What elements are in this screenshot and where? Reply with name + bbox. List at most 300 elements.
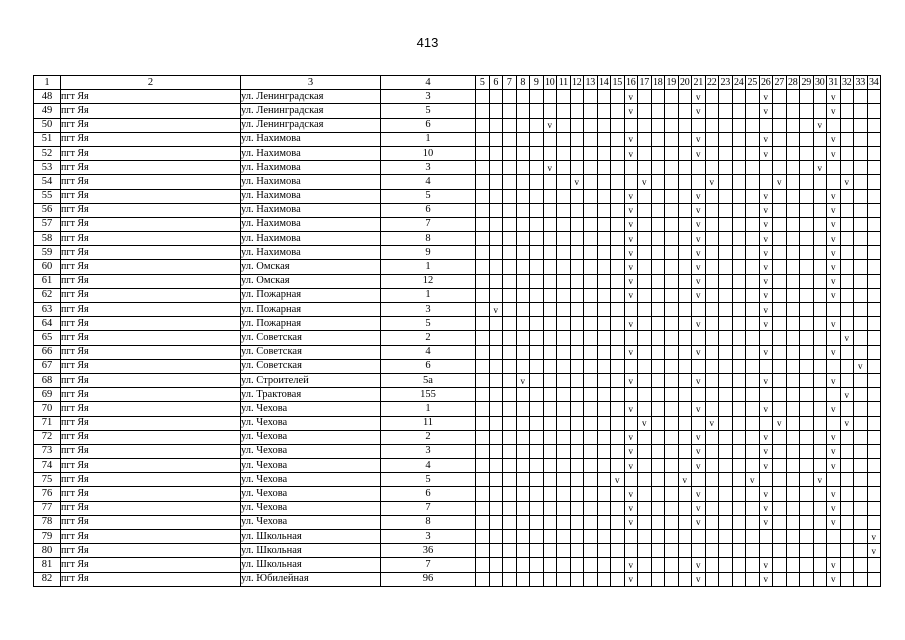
empty-cell [597, 373, 611, 387]
empty-cell [651, 459, 665, 473]
empty-cell [692, 359, 706, 373]
empty-cell [476, 288, 490, 302]
check-mark: v [692, 501, 706, 515]
empty-cell [597, 558, 611, 572]
empty-cell [476, 530, 490, 544]
empty-cell [732, 274, 746, 288]
table-row [34, 515, 881, 529]
settlement-cell: пгт Яя [61, 146, 241, 160]
empty-cell [543, 260, 557, 274]
empty-cell [597, 288, 611, 302]
empty-cell [773, 402, 787, 416]
empty-cell [570, 345, 584, 359]
empty-cell [597, 90, 611, 104]
empty-cell [813, 232, 827, 246]
empty-cell [584, 90, 598, 104]
check-mark: v [827, 444, 841, 458]
empty-cell [543, 501, 557, 515]
empty-cell [854, 104, 868, 118]
empty-cell [732, 373, 746, 387]
empty-cell [867, 161, 881, 175]
empty-cell [719, 104, 733, 118]
empty-cell [854, 544, 868, 558]
empty-cell [732, 217, 746, 231]
check-mark: v [759, 444, 773, 458]
column-header: 2 [61, 76, 241, 90]
empty-cell [773, 203, 787, 217]
empty-cell [732, 288, 746, 302]
empty-cell [746, 444, 760, 458]
empty-cell [665, 345, 679, 359]
empty-cell [597, 430, 611, 444]
empty-cell [570, 388, 584, 402]
empty-cell [503, 175, 517, 189]
empty-cell [759, 175, 773, 189]
empty-cell [732, 203, 746, 217]
empty-cell [476, 217, 490, 231]
column-header: 16 [624, 76, 638, 90]
empty-cell [665, 161, 679, 175]
settlement-cell: пгт Яя [61, 132, 241, 146]
empty-cell [800, 217, 814, 231]
empty-cell [813, 90, 827, 104]
empty-cell [827, 530, 841, 544]
empty-cell [557, 473, 571, 487]
empty-cell [503, 544, 517, 558]
check-mark: v [759, 260, 773, 274]
empty-cell [638, 90, 652, 104]
empty-cell [611, 501, 625, 515]
empty-cell [651, 487, 665, 501]
street-cell: ул. Строителей [241, 373, 381, 387]
empty-cell [732, 260, 746, 274]
empty-cell [719, 459, 733, 473]
empty-cell [746, 388, 760, 402]
empty-cell [503, 274, 517, 288]
empty-cell [854, 373, 868, 387]
street-cell: ул. Нахимова [241, 189, 381, 203]
empty-cell [584, 217, 598, 231]
empty-cell [800, 161, 814, 175]
empty-cell [651, 217, 665, 231]
empty-cell [476, 501, 490, 515]
empty-cell [503, 515, 517, 529]
column-header: 5 [476, 76, 490, 90]
check-mark: v [678, 473, 692, 487]
empty-cell [543, 572, 557, 586]
empty-cell [692, 416, 706, 430]
settlement-cell: пгт Яя [61, 118, 241, 132]
empty-cell [827, 331, 841, 345]
empty-cell [611, 402, 625, 416]
empty-cell [530, 544, 544, 558]
table-row [34, 473, 881, 487]
empty-cell [476, 544, 490, 558]
empty-cell [665, 118, 679, 132]
empty-cell [651, 232, 665, 246]
empty-cell [840, 90, 854, 104]
empty-cell [503, 487, 517, 501]
empty-cell [557, 487, 571, 501]
empty-cell [719, 203, 733, 217]
empty-cell [638, 572, 652, 586]
house-number-cell: 96 [381, 572, 476, 586]
empty-cell [746, 501, 760, 515]
empty-cell [624, 416, 638, 430]
empty-cell [489, 331, 503, 345]
check-mark: v [692, 515, 706, 529]
empty-cell [489, 515, 503, 529]
empty-cell [773, 359, 787, 373]
empty-cell [854, 501, 868, 515]
empty-cell [489, 388, 503, 402]
empty-cell [719, 303, 733, 317]
column-header: 15 [611, 76, 625, 90]
empty-cell [476, 416, 490, 430]
empty-cell [611, 203, 625, 217]
empty-cell [489, 373, 503, 387]
settlement-cell: пгт Яя [61, 416, 241, 430]
column-header: 25 [746, 76, 760, 90]
column-header: 23 [719, 76, 733, 90]
house-number-cell: 7 [381, 217, 476, 231]
check-mark: v [692, 260, 706, 274]
empty-cell [732, 331, 746, 345]
empty-cell [597, 388, 611, 402]
empty-cell [597, 132, 611, 146]
empty-cell [678, 189, 692, 203]
check-mark: v [692, 345, 706, 359]
empty-cell [759, 416, 773, 430]
empty-cell [611, 303, 625, 317]
check-mark: v [827, 132, 841, 146]
empty-cell [489, 203, 503, 217]
table-row [34, 303, 881, 317]
empty-cell [773, 501, 787, 515]
column-header: 10 [543, 76, 557, 90]
check-mark: v [624, 317, 638, 331]
empty-cell [611, 90, 625, 104]
house-number-cell: 155 [381, 388, 476, 402]
empty-cell [773, 118, 787, 132]
street-cell: ул. Пожарная [241, 288, 381, 302]
settlement-cell: пгт Яя [61, 459, 241, 473]
header-row [34, 76, 881, 90]
check-mark: v [624, 515, 638, 529]
empty-cell [503, 288, 517, 302]
empty-cell [489, 90, 503, 104]
empty-cell [624, 175, 638, 189]
empty-cell [597, 317, 611, 331]
empty-cell [854, 416, 868, 430]
empty-cell [800, 402, 814, 416]
empty-cell [624, 118, 638, 132]
empty-cell [530, 260, 544, 274]
empty-cell [570, 459, 584, 473]
empty-cell [665, 274, 679, 288]
empty-cell [732, 146, 746, 160]
empty-cell [705, 444, 719, 458]
empty-cell [570, 118, 584, 132]
empty-cell [786, 217, 800, 231]
empty-cell [530, 515, 544, 529]
empty-cell [543, 558, 557, 572]
empty-cell [705, 303, 719, 317]
empty-cell [800, 303, 814, 317]
row-number: 57 [34, 217, 61, 231]
row-number: 53 [34, 161, 61, 175]
empty-cell [597, 515, 611, 529]
row-number: 69 [34, 388, 61, 402]
house-number-cell: 3 [381, 303, 476, 317]
settlement-cell: пгт Яя [61, 303, 241, 317]
empty-cell [624, 473, 638, 487]
empty-cell [678, 572, 692, 586]
empty-cell [584, 175, 598, 189]
check-mark: v [759, 217, 773, 231]
empty-cell [530, 217, 544, 231]
empty-cell [705, 161, 719, 175]
empty-cell [476, 345, 490, 359]
empty-cell [638, 303, 652, 317]
settlement-cell: пгт Яя [61, 373, 241, 387]
empty-cell [476, 90, 490, 104]
row-number: 50 [34, 118, 61, 132]
house-number-cell: 1 [381, 260, 476, 274]
settlement-cell: пгт Яя [61, 331, 241, 345]
empty-cell [557, 161, 571, 175]
empty-cell [530, 317, 544, 331]
empty-cell [732, 572, 746, 586]
empty-cell [773, 473, 787, 487]
empty-cell [705, 530, 719, 544]
column-header: 8 [516, 76, 530, 90]
empty-cell [759, 161, 773, 175]
empty-cell [584, 161, 598, 175]
empty-cell [800, 90, 814, 104]
table-row [34, 501, 881, 515]
empty-cell [638, 530, 652, 544]
empty-cell [611, 430, 625, 444]
empty-cell [719, 90, 733, 104]
street-cell: ул. Нахимова [241, 132, 381, 146]
street-cell: ул. Школьная [241, 530, 381, 544]
empty-cell [732, 359, 746, 373]
empty-cell [705, 515, 719, 529]
empty-cell [854, 118, 868, 132]
empty-cell [705, 104, 719, 118]
empty-cell [624, 388, 638, 402]
check-mark: v [611, 473, 625, 487]
empty-cell [516, 132, 530, 146]
table-row [34, 402, 881, 416]
empty-cell [516, 430, 530, 444]
empty-cell [665, 473, 679, 487]
empty-cell [854, 444, 868, 458]
empty-cell [543, 487, 557, 501]
check-mark: v [570, 175, 584, 189]
empty-cell [557, 388, 571, 402]
empty-cell [705, 203, 719, 217]
empty-cell [570, 161, 584, 175]
street-cell: ул. Нахимова [241, 246, 381, 260]
row-number: 72 [34, 430, 61, 444]
empty-cell [516, 175, 530, 189]
empty-cell [584, 558, 598, 572]
empty-cell [651, 359, 665, 373]
check-mark: v [867, 530, 881, 544]
empty-cell [611, 331, 625, 345]
empty-cell [651, 558, 665, 572]
column-header: 13 [584, 76, 598, 90]
empty-cell [638, 558, 652, 572]
settlement-cell: пгт Яя [61, 515, 241, 529]
check-mark: v [759, 402, 773, 416]
empty-cell [678, 331, 692, 345]
empty-cell [665, 132, 679, 146]
house-number-cell: 4 [381, 175, 476, 189]
empty-cell [746, 118, 760, 132]
empty-cell [732, 515, 746, 529]
table-row [34, 572, 881, 586]
empty-cell [489, 459, 503, 473]
empty-cell [651, 416, 665, 430]
empty-cell [813, 274, 827, 288]
empty-cell [665, 459, 679, 473]
empty-cell [786, 146, 800, 160]
empty-cell [557, 572, 571, 586]
check-mark: v [759, 501, 773, 515]
empty-cell [516, 260, 530, 274]
empty-cell [678, 175, 692, 189]
row-number: 80 [34, 544, 61, 558]
column-header: 17 [638, 76, 652, 90]
empty-cell [503, 260, 517, 274]
empty-cell [786, 572, 800, 586]
empty-cell [597, 345, 611, 359]
empty-cell [800, 146, 814, 160]
street-cell: ул. Нахимова [241, 175, 381, 189]
empty-cell [678, 402, 692, 416]
empty-cell [719, 217, 733, 231]
empty-cell [678, 416, 692, 430]
empty-cell [665, 232, 679, 246]
column-header: 14 [597, 76, 611, 90]
empty-cell [732, 118, 746, 132]
column-header: 9 [530, 76, 544, 90]
empty-cell [800, 175, 814, 189]
empty-cell [503, 459, 517, 473]
check-mark: v [624, 246, 638, 260]
empty-cell [624, 161, 638, 175]
empty-cell [611, 444, 625, 458]
empty-cell [489, 416, 503, 430]
check-mark: v [624, 444, 638, 458]
empty-cell [597, 416, 611, 430]
empty-cell [597, 444, 611, 458]
house-number-cell: 9 [381, 246, 476, 260]
empty-cell [786, 501, 800, 515]
empty-cell [557, 288, 571, 302]
settlement-cell: пгт Яя [61, 444, 241, 458]
empty-cell [867, 331, 881, 345]
empty-cell [813, 132, 827, 146]
check-mark: v [759, 572, 773, 586]
empty-cell [746, 487, 760, 501]
empty-cell [651, 473, 665, 487]
empty-cell [597, 303, 611, 317]
empty-cell [476, 189, 490, 203]
empty-cell [840, 544, 854, 558]
empty-cell [611, 260, 625, 274]
empty-cell [732, 388, 746, 402]
empty-cell [678, 260, 692, 274]
empty-cell [611, 373, 625, 387]
empty-cell [516, 104, 530, 118]
empty-cell [570, 572, 584, 586]
empty-cell [597, 161, 611, 175]
empty-cell [489, 530, 503, 544]
empty-cell [489, 146, 503, 160]
empty-cell [678, 104, 692, 118]
empty-cell [557, 189, 571, 203]
empty-cell [840, 203, 854, 217]
settlement-cell: пгт Яя [61, 388, 241, 402]
empty-cell [597, 402, 611, 416]
empty-cell [543, 189, 557, 203]
house-number-cell: 7 [381, 501, 476, 515]
empty-cell [773, 217, 787, 231]
check-mark: v [759, 146, 773, 160]
empty-cell [773, 90, 787, 104]
empty-cell [570, 331, 584, 345]
empty-cell [503, 146, 517, 160]
empty-cell [867, 473, 881, 487]
empty-cell [786, 104, 800, 118]
empty-cell [516, 572, 530, 586]
check-mark: v [759, 232, 773, 246]
empty-cell [584, 530, 598, 544]
street-cell: ул. Нахимова [241, 232, 381, 246]
empty-cell [611, 189, 625, 203]
empty-cell [516, 331, 530, 345]
table-row [34, 530, 881, 544]
empty-cell [813, 515, 827, 529]
check-mark: v [624, 459, 638, 473]
empty-cell [557, 558, 571, 572]
empty-cell [557, 104, 571, 118]
row-number: 49 [34, 104, 61, 118]
empty-cell [503, 501, 517, 515]
empty-cell [597, 146, 611, 160]
empty-cell [800, 416, 814, 430]
empty-cell [854, 232, 868, 246]
empty-cell [503, 388, 517, 402]
row-number: 75 [34, 473, 61, 487]
empty-cell [570, 558, 584, 572]
empty-cell [503, 90, 517, 104]
check-mark: v [759, 558, 773, 572]
empty-cell [516, 515, 530, 529]
street-cell: ул. Чехова [241, 402, 381, 416]
empty-cell [800, 544, 814, 558]
empty-cell [867, 246, 881, 260]
empty-cell [584, 118, 598, 132]
table-row [34, 232, 881, 246]
schedule-table [33, 75, 881, 587]
check-mark: v [759, 246, 773, 260]
empty-cell [732, 232, 746, 246]
